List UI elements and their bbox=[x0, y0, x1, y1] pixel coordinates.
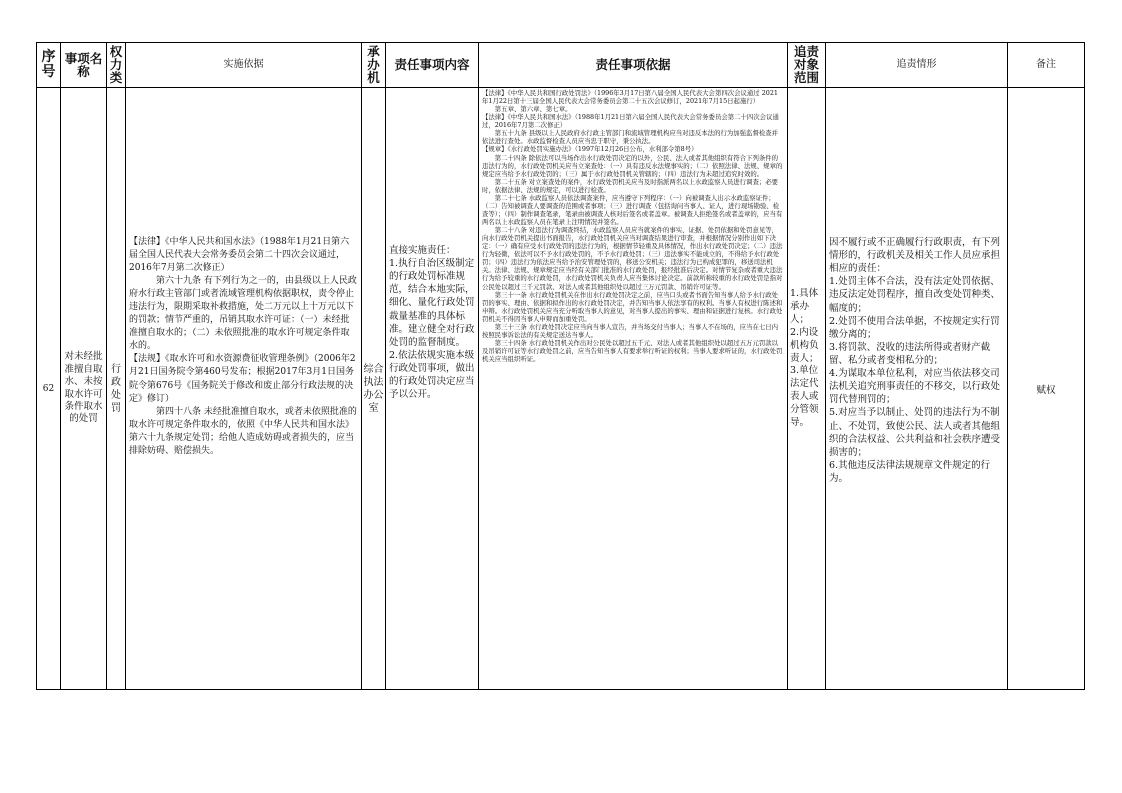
header-accountable-text: 追责对象范围 bbox=[793, 45, 819, 85]
situation-item: 3.将罚款、没收的违法所得或者财产截留、私分或者变相私分的； bbox=[829, 341, 991, 366]
duty-basis-paragraph: 第三十一条 水行政处罚机关在作出水行政处罚决定之前，应当口头或者书面告知当事人给予水行政处罚的事实、理由、依据和拟作出的水行政处罚决定，并告知当事人依法享有的权利。当事人有权进行陈述和申辩。水行政处罚机关应当充分听取当事人的意见，对当事人提出的事实、理由和证据进行复核。水行政处罚机关不得因当事人申辩而加重处罚。 bbox=[482, 290, 783, 323]
row-unit: 综合执法办公室 bbox=[362, 88, 386, 690]
row-duty-basis bbox=[479, 88, 788, 690]
header-accountable bbox=[788, 43, 826, 88]
row-situations bbox=[826, 88, 1008, 690]
duty-basis-paragraph: 第五章、第六章、第七章。 bbox=[494, 105, 572, 114]
basis-law-title: 【法律】《中华人民共和国水法》（1988年1月21日第六届全国人民代表大会常务委员会第二十四次会议通过，2016年7月第二次修正） bbox=[129, 237, 350, 274]
duty-basis-paragraph: 【法律】《中华人民共和国行政处罚法》（1996年3月17日第八届全国人民代表大会第四次会议通过 2021年1月22日第十三届全国人民代表大会常务委员会第二十五次会议修订，2021年7月15日起施行） bbox=[482, 89, 778, 106]
duty-content-item: 1.执行自治区级制定的行政处罚标准规范，结合本地实际，细化、量化行政处罚裁量基准的具体标准。建立健全对行政处罚的监督制度。 bbox=[389, 258, 475, 348]
duty-basis-paragraph: 第五十九条 县级以上人民政府水行政主管部门和流域管理机构应当对违反本法的行为加强监督检查并依法进行查处。水政监督检查人员应当忠于职守，秉公执法。 bbox=[482, 129, 779, 146]
header-seq: 序号 bbox=[37, 43, 61, 88]
header-duty-content: 责任事项内容 bbox=[386, 43, 479, 88]
duty-content-item: 2.依法依规实施本级行政处罚事项，做出的行政处罚决定应当予以公开。 bbox=[389, 349, 475, 401]
situation-item: 2.处罚不使用合法单据，不按规定实行罚缴分离的； bbox=[829, 315, 1000, 340]
row-power-type: 行政处罚 bbox=[107, 88, 126, 690]
accountable-item: 3.单位法定代表人或分管领导。 bbox=[790, 365, 819, 429]
header-power-type-text: 权力类 bbox=[109, 45, 123, 85]
duty-content-heading: 直接实施责任： bbox=[389, 245, 456, 256]
header-power-type bbox=[107, 43, 126, 88]
duty-basis-paragraph: 第三十三条 水行政处罚决定应当向当事人宣告，并当场交付当事人；当事人不在场的，应当在七日内按照民事诉讼法的有关规定送达当事人。 bbox=[482, 322, 779, 339]
row-item-name: 对未经批准擅自取水、未按取水许可条件取水的处罚 bbox=[61, 88, 107, 690]
duty-basis-paragraph: 【法律】《中华人民共和国水法》（1988年1月21日第六届全国人民代表大会常务委员会第二十四次会议通过，2016年7月第二次修正） bbox=[482, 113, 779, 130]
header-duty-basis: 责任事项依据 bbox=[479, 43, 788, 88]
responsibility-table bbox=[36, 42, 1085, 690]
duty-basis-paragraph: 第二十五条 对立案查处的案件，水行政处罚机关应当及时指派两名以上水政监察人员进行调查；必要时，依据法律、法规的规定，可以进行检查。 bbox=[482, 177, 779, 194]
table-row bbox=[37, 88, 1085, 690]
row-basis bbox=[126, 88, 362, 690]
header-unit bbox=[362, 43, 386, 88]
duty-basis-paragraph: 第三十四条 水行政处罚机关作出对公民处以超过五千元、对法人或者其他组织处以超过五万元罚款以及吊销许可证等水行政处罚之前，应当告知当事人有要求举行听证的权利；当事人要求听证的，水行政处罚机关应当组织听证。 bbox=[482, 338, 783, 364]
situation-intro: 因不履行或不正确履行行政职责，有下列情形的，行政机关及相关工作人员应承担相应的责任： bbox=[829, 237, 1001, 275]
duty-basis-paragraph: 第二十七条 水政监察人员依法调查案件，应当遵守下列程序：（一）向被调查人出示水政监察证件；（二）告知被调查人要调查的范围或者事项；（三）进行调查（包括询问当事人、证人，进行现场勘验、检查等）；（四）制作调查笔录，笔录由被调查人核对后签名或者盖章。被调查人拒绝签名或者盖章的，应当有两名以上水政监察人员在笔录上注明情况并签名。 bbox=[482, 193, 783, 226]
basis-regulation-article: 第四十八条 未经批准擅自取水，或者未依照批准的取水许可规定条件取水的，依照《中华人民共和国水法》第六十九条规定处罚；给他人造成妨碍或者损失的，应当排除妨碍、赔偿损失。 bbox=[129, 406, 357, 456]
row-duty-content bbox=[386, 88, 479, 690]
header-unit-text: 承办机 bbox=[367, 45, 380, 85]
accountable-item: 1.具体承办人； bbox=[790, 288, 819, 325]
situation-item: 5.对应当予以制止、处罚的违法行为不制止、不处罚，致使公民、法人或者其他组织的合法权益、公共利益和社会秩序遭受损害的； bbox=[829, 407, 1001, 458]
header-situations: 追责情形 bbox=[826, 43, 1008, 88]
situation-item: 1.处罚主体不合法，没有法定处罚依据、违反法定处罚程序，擅自改变处罚种类、幅度的； bbox=[829, 276, 1001, 314]
duty-basis-paragraph: 第二十八条 对违法行为调查终结，水政监察人员应当就案件的事实、证据、处罚依据和处罚意见等，向水行政处罚机关提出书面报告，水行政处罚机关应当对调查结果进行审查，并根据情况分别作出如下决定：（一）确有应受水行政处罚的违法行为的，根据情节轻重及具体情况，作出水行政处罚决定；（二）违法行为轻微，依法可以不予水行政处罚的，不予水行政处罚；（三）违法事实不能成立的，不得给予水行政处罚；（四）违法行为依法应当给予治安管理处罚的，移送公安机关；违法行为已构成犯罪的，移送司法机关。法律、法规、规章规定应当经有关部门批准的水行政处罚，报经批准后决定。对情节复杂或者重大违法行为给予较重的水行政处罚，水行政处罚机关负责人应当集体讨论决定。前款所称较重的水行政处罚是指对公民处以超过三千元罚款、对法人或者其他组织处以超过三万元罚款、吊销许可证等。 bbox=[482, 226, 783, 291]
situation-item: 4.为谋取本单位私利，对应当依法移交司法机关追究刑事责任的不移交，以行政处罚代替刑罚的； bbox=[829, 368, 1001, 406]
row-seq: 62 bbox=[37, 88, 61, 690]
situation-item: 6.其他违反法律法规规章文件规定的行为。 bbox=[829, 459, 991, 484]
basis-law-article: 第六十九条 有下列行为之一的，由县级以上人民政府水行政主管部门或者流域管理机构依据职权，责令停止违法行为，限期采取补救措施，处二万元以上十万元以下的罚款；情节严重的，吊销其取水许可证：（一）未经批准擅自取水的；（二）未依照批准的取水许可规定条件取水的。 bbox=[129, 276, 357, 352]
row-note: 赋权 bbox=[1008, 88, 1085, 690]
header-note: 备注 bbox=[1008, 43, 1085, 88]
header-row bbox=[37, 43, 1085, 88]
duty-basis-paragraph: 【规章】《水行政处罚实施办法》（1997年12月26日公布，水利部令第8号） bbox=[482, 145, 698, 154]
accountable-item: 2.内设机构负责人； bbox=[790, 326, 819, 364]
row-accountable bbox=[788, 88, 826, 690]
header-basis: 实施依据 bbox=[126, 43, 362, 88]
header-item-name: 事项名称 bbox=[61, 43, 107, 88]
duty-basis-paragraph: 第二十四条 除依法可以当场作出水行政处罚决定的以外，公民、法人或者其他组织有符合下列条件的违法行为的，水行政处罚机关应当立案查处：（一）具有违反水法规事实的；（二）依照法律、法规、规章的规定应当给予水行政处罚的；（三）属于水行政处罚机关管辖的；（四）违法行为未超过追究时效的。 bbox=[482, 153, 783, 178]
basis-regulation-title: 【法规】《取水许可和水资源费征收管理条例》（2006年2月21日国务院令第460号发布；根据2017年3月1日国务院令第676号《国务院关于修改和废止部分行政法规的决定》修订） bbox=[129, 354, 356, 404]
responsibility-list-page bbox=[36, 42, 1084, 690]
